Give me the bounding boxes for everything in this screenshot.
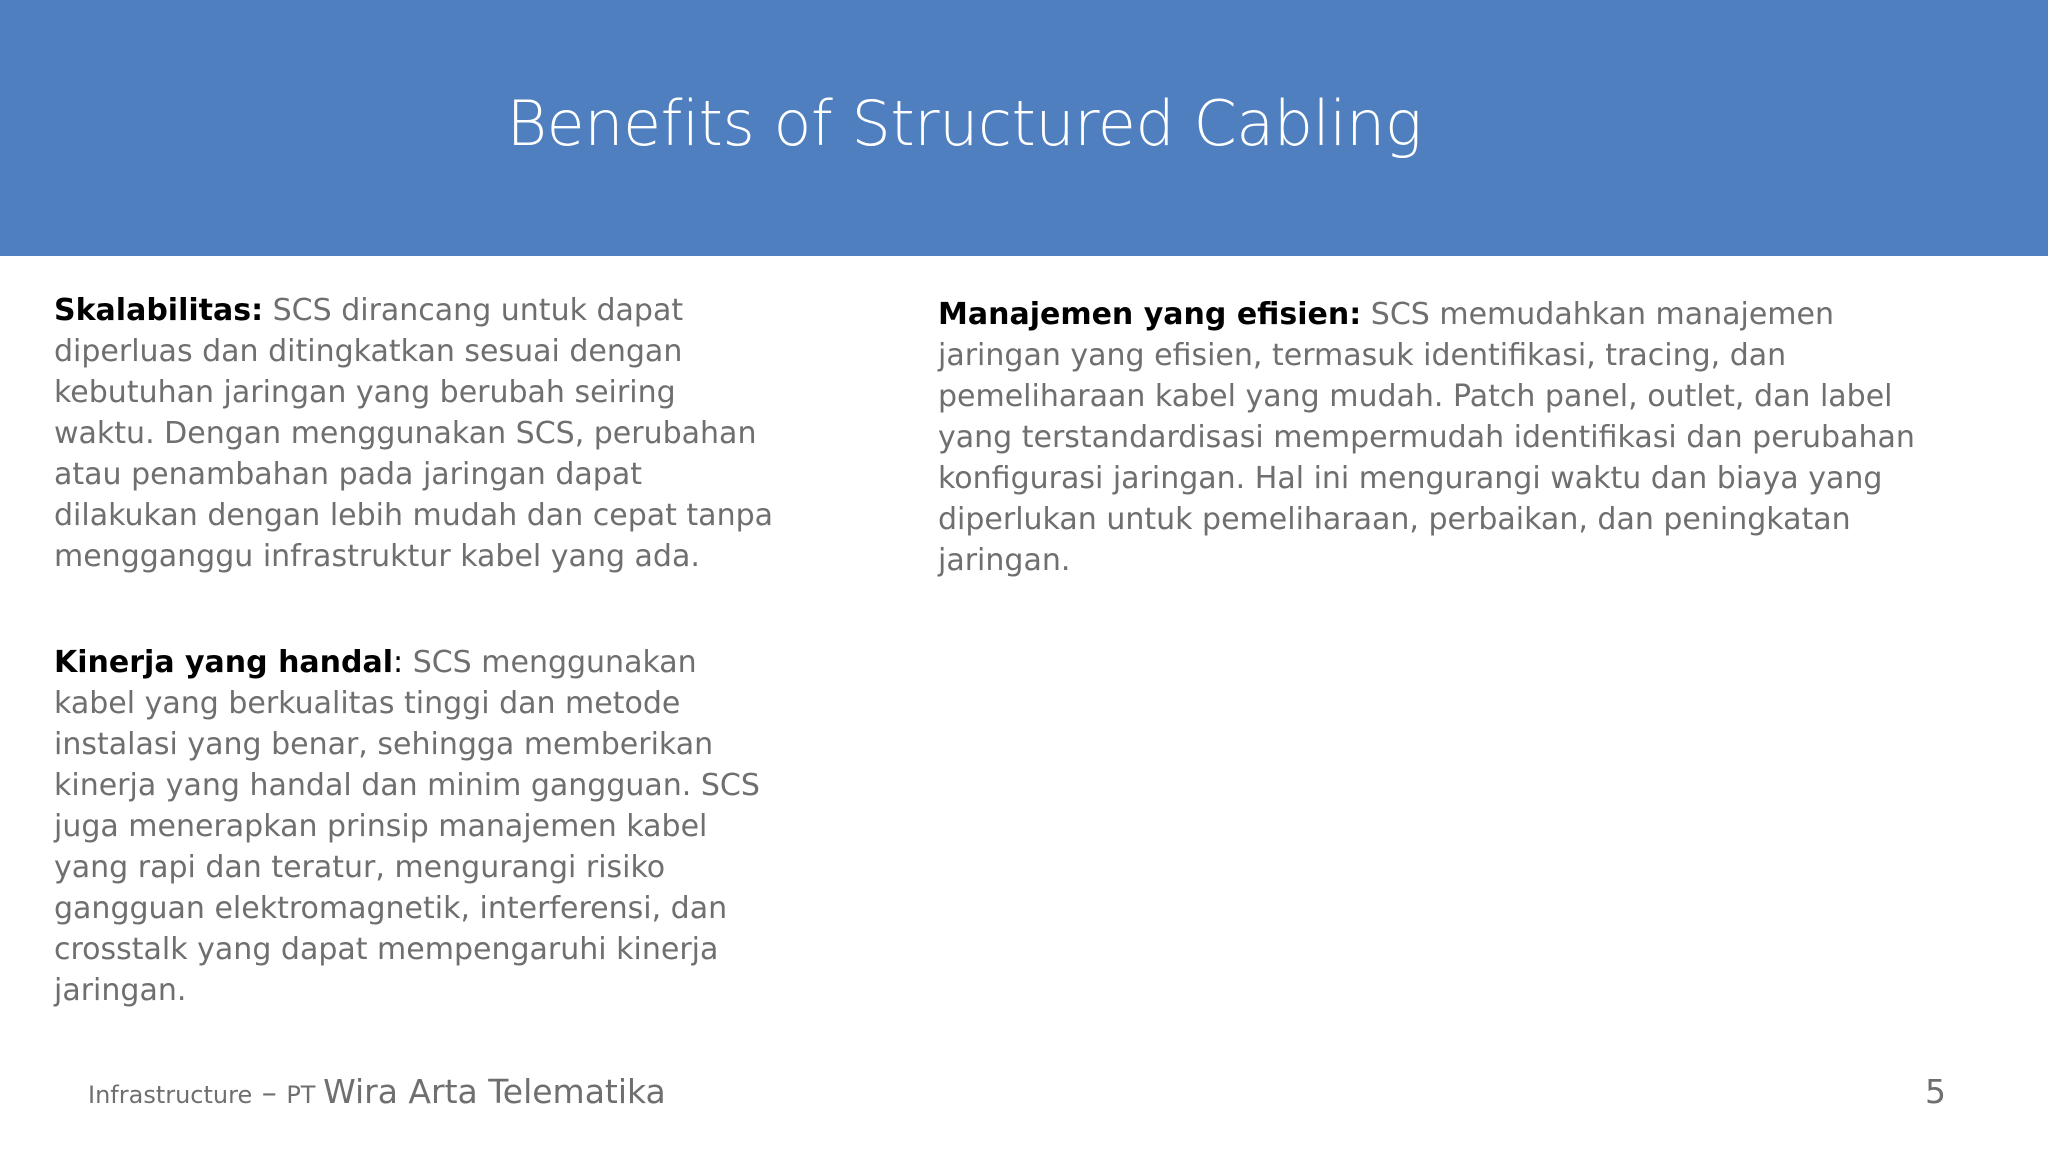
manajemen-heading: Manajemen yang efisien: xyxy=(938,297,1362,332)
slide-title: Benefits of Structured Cabling xyxy=(506,86,1422,160)
skalabilitas-text: SCS dirancang untuk dapat diperluas dan ditingkatkan sesuai dengan kebutuhan jaringan yang berubah seiring waktu. Dengan menggunakan SCS, perubahan atau penambahan pada jaringan dapat dilakukan dengan lebih mudah dan cepat tanpa mengganggu infrastruktur kabel yang ada. xyxy=(54,293,774,574)
manajemen-paragraph xyxy=(938,294,1938,581)
footer-text xyxy=(88,1072,666,1111)
skalabilitas-heading: Skalabilitas: xyxy=(54,293,264,328)
page-number: 5 xyxy=(1925,1072,1946,1111)
footer-dash: – xyxy=(252,1076,287,1111)
manajemen-text: SCS memudahkan manajemen jaringan yang efisien, termasuk identifikasi, tracing, dan pemeliharaan kabel yang mudah. Patch panel, outlet, dan label yang terstandardisasi mempermudah identifikasi dan perubahan konfigurasi jaringan. Hal ini mengurangi waktu dan biaya yang diperlukan untuk pemeliharaan, perbaikan, dan peningkatan jaringan. xyxy=(938,297,1915,578)
footer-section: Infrastructure xyxy=(88,1081,253,1109)
footer-pt: PT xyxy=(286,1081,324,1109)
skalabilitas-paragraph xyxy=(54,290,784,577)
footer-company: Wira Arta Telematika xyxy=(323,1072,666,1111)
kinerja-text: SCS menggunakan kabel yang berkualitas tinggi dan metode instalasi yang benar, sehingga memberikan kinerja yang handal dan minim gangguan. SCS juga menerapkan prinsip manajemen kabel yang rapi dan teratur, mengurangi risiko gangguan elektromagnetik, interferensi, dan crosstalk yang dapat mempengaruhi kinerja jaringan. xyxy=(54,645,760,1008)
kinerja-heading-colon: : xyxy=(393,645,404,680)
kinerja-paragraph xyxy=(54,642,784,1011)
kinerja-heading: Kinerja yang handal xyxy=(54,645,394,680)
